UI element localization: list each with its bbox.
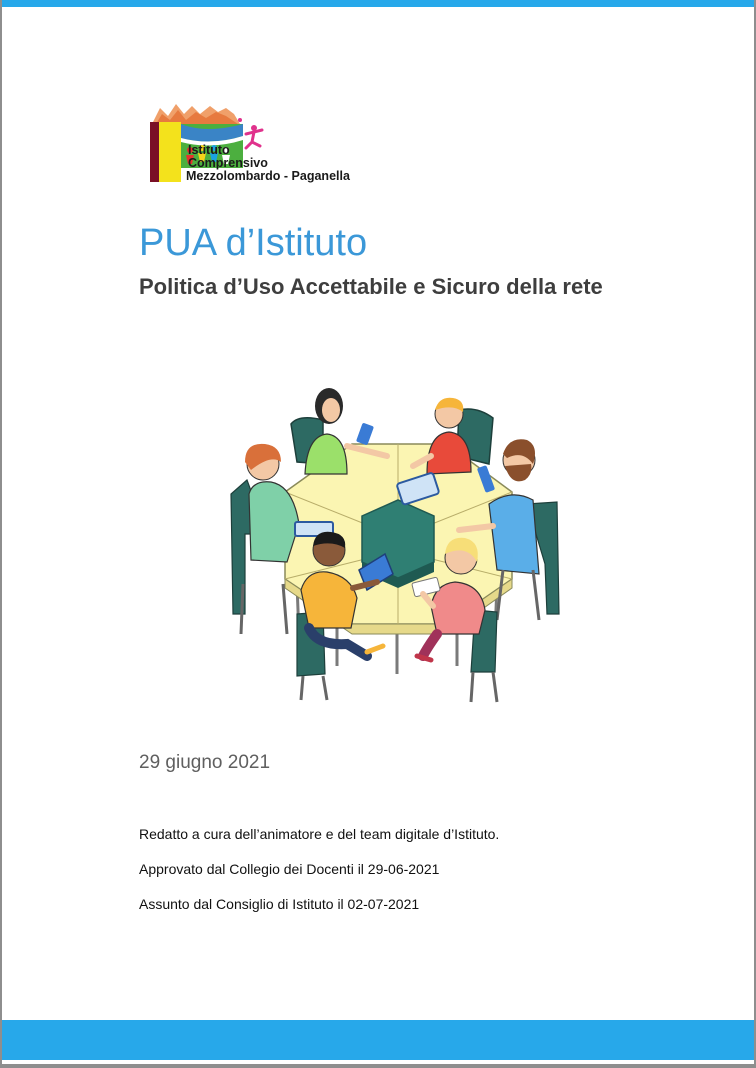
logo-line-3: Mezzolombardo - Paganella	[186, 169, 350, 183]
document-page	[2, 0, 754, 1064]
logo-text	[188, 144, 350, 183]
logo-line-2: Comprensivo	[188, 156, 268, 170]
document-date: 29 giugno 2021	[139, 752, 271, 773]
document-subtitle: Politica d’Uso Accettabile e Sicuro della rete	[139, 274, 603, 299]
group-meeting-illustration	[227, 384, 562, 714]
note-approvato: Approvato dal Collegio dei Docenti il 29-06-2021	[139, 861, 440, 877]
note-assunto: Assunto dal Consiglio di Istituto il 02-07-2021	[139, 896, 420, 912]
bottom-accent-bar	[2, 1020, 754, 1060]
logo-line-1: Istituto	[188, 143, 230, 157]
note-redatto: Redatto a cura dell’animatore e del team digitale d’Istituto.	[139, 826, 500, 842]
top-accent-bar	[2, 0, 754, 7]
document-title: PUA d’Istituto	[139, 222, 368, 264]
